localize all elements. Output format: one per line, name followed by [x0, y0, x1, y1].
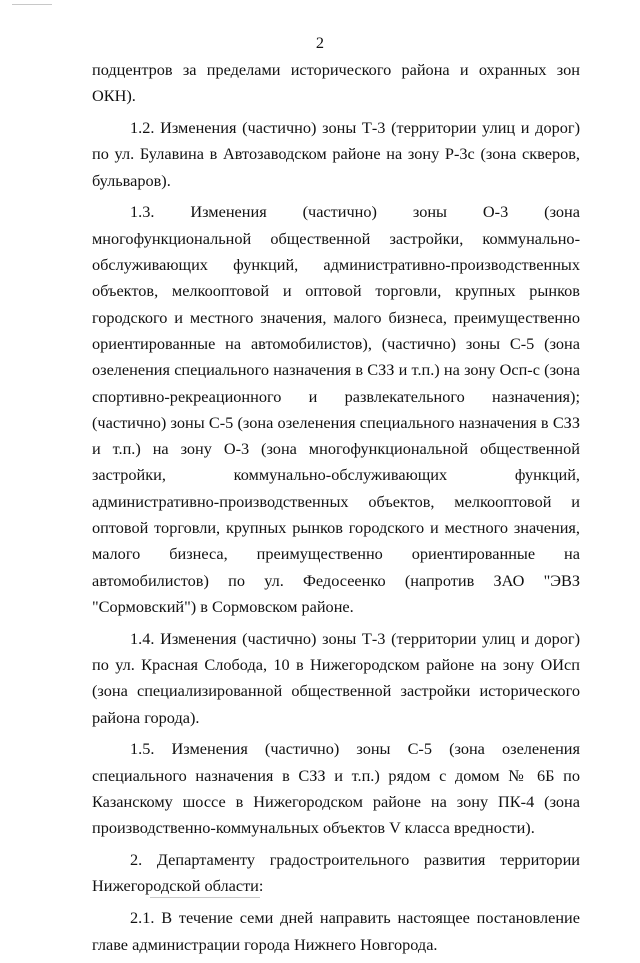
- page-number: 2: [315, 33, 325, 52]
- scan-artifact-bottom: [150, 897, 260, 898]
- paragraph-1-3: 1.3. Изменения (частично) зоны О-3 (зона многофункциональной общественной застройки, коммунально-обслуживающих функций, административно-производственных объектов, мелкооптовой и оптовой торговли, крупных рынков городского и местного значения, малого бизнеса, преимущественно ориентированные на автомобилистов), (частично) зоны С-5 (зона озеленения специального назначения в СЗЗ и т.п.) на зону Осп-с (зона спортивно-рекреационного и развлекательного назначения); (частично) зоны С-5 (зона озеленения специального назначения в СЗЗ и т.п.) на зону О-3 (зона многофункциональной общественной застройки, коммунально-обслуживающих функций, административно-производственных объектов, мелкооптовой и оптовой торговли, крупных рынков городского и местного значения, малого бизнеса, преимущественно ориентированные на автомобилистов) по ул. Федосеенко (напротив ЗАО "ЭВЗ "Сормовский") в Сормовском районе.: [92, 202, 580, 616]
- scan-artifact-top: [12, 4, 52, 5]
- paragraph-2-1: 2.1. В течение семи дней направить настоящее постановление главе администрации города Нижнего Новгорода.: [92, 908, 580, 954]
- paragraph-2: 2. Департаменту градостроительного развития территории Нижегородской области:: [92, 850, 580, 896]
- paragraph-1-2: 1.2. Изменения (частично) зоны Т-3 (территории улиц и дорог) по ул. Булавина в Автозаводском районе на зону Р-3с (зона скверов, бульваров).: [92, 118, 580, 190]
- document-body: [92, 57, 580, 963]
- paragraph-1-4: 1.4. Изменения (частично) зоны Т-3 (территории улиц и дорог) по ул. Красная Слобода, 10 в Нижегородском районе на зону ОИсп (зона специализированной общественной застройки исторического района города).: [92, 628, 580, 727]
- paragraph-1-5: 1.5. Изменения (частично) зоны С-5 (зона озеленения специального назначения в СЗЗ и т.п.) рядом с домом № 6Б по Казанскому шоссе в Нижегородском районе на зону ПК-4 (зона производственно-коммунальных объектов V класса вредности).: [92, 739, 580, 838]
- paragraph-continuation: подцентров за пределами исторического района и охранных зон ОКН).: [92, 60, 580, 106]
